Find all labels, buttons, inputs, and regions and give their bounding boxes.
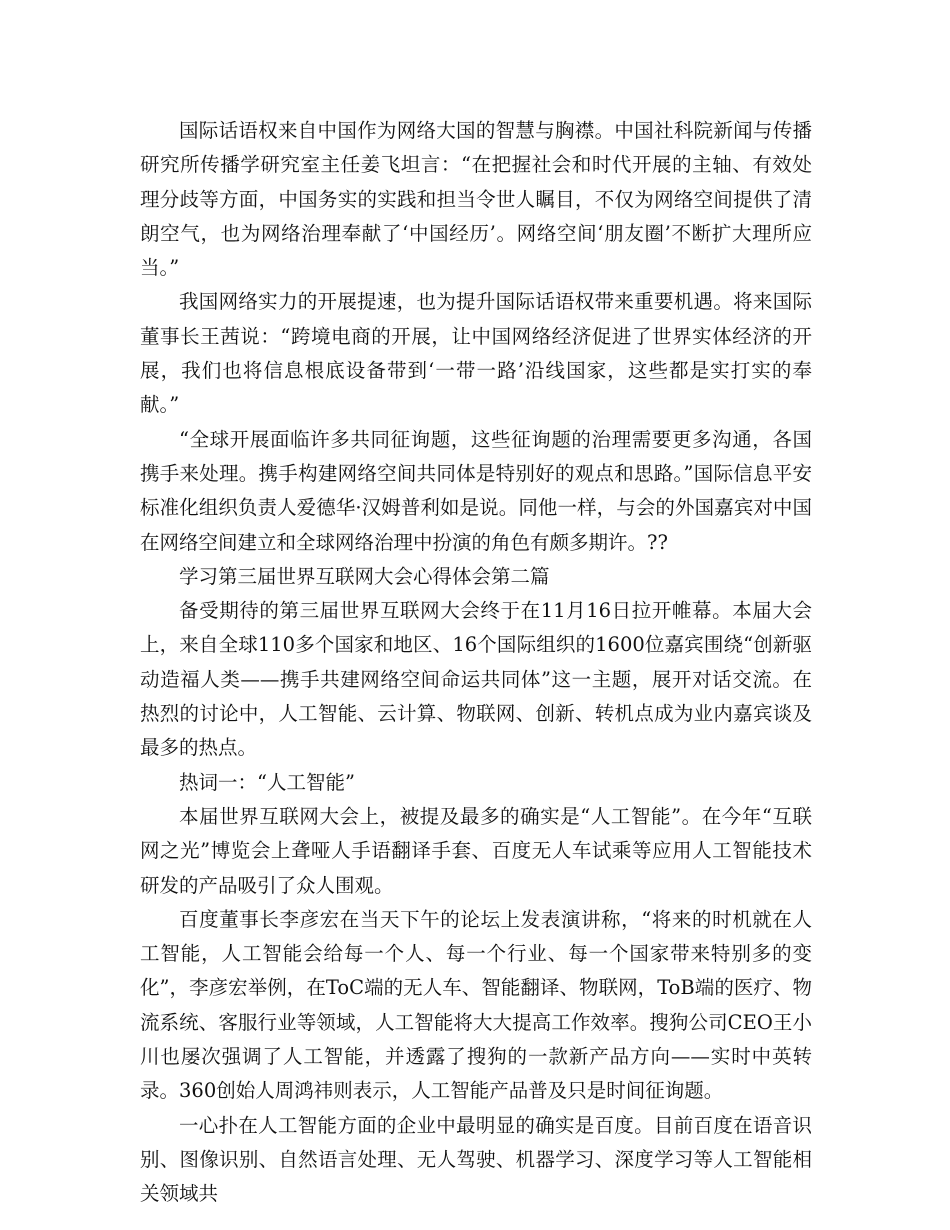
- paragraph-5: 本届世界互联网大会上，被提及最多的确实是“人工智能”。在今年“互联网之光”博览会上聋哑人手语翻译手套、百度无人车试乘等应用人工智能技术研发的产品吸引了众人围观。: [140, 804, 812, 897]
- paragraph-3: “全球开展面临许多共同征询题，这些征询题的治理需要更多沟通，各国携手来处理。携手构建网络空间共同体是特别好的观点和思路。”国际信息平安标准化组织负责人爱德华·汉姆普利如是说。同他一样，与会的外国嘉宾对中国在网络空间建立和全球网络治理中扮演的角色有颇多期许。??: [140, 427, 812, 554]
- keyword-heading: 热词一：“人工智能”: [179, 770, 355, 794]
- paragraph-4: 备受期待的第三届世界互联网大会终于在11月16日拉开帷幕。本届大会上，来自全球110多个国家和地区、16个国际组织的1600位嘉宾围绕“创新驱动造福人类——携手共建网络空间命运共同体”这一主题，展开对话交流。在热烈的讨论中，人工智能、云计算、物联网、创新、转机点成为业内嘉宾谈及最多的热点。: [140, 599, 812, 760]
- paragraph-1: 国际话语权来自中国作为网络大国的智慧与胸襟。中国社科院新闻与传播研究所传播学研究室主任姜飞坦言：“在把握社会和时代开展的主轴、有效处理分歧等方面，中国务实的实践和担当令世人瞩目，不仅为网络空间提供了清朗空气，也为网络治理奉献了‘中国经历’。网络空间‘朋友圈’不断扩大理所应当。”: [140, 119, 812, 280]
- section-heading: 学习第三届世界互联网大会心得体会第二篇: [179, 564, 550, 588]
- paragraph-2: 我国网络实力的开展提速，也为提升国际话语权带来重要机遇。将来国际董事长王茜说：“跨境电商的开展，让中国网络经济促进了世界实体经济的开展，我们也将信息根底设备带到‘一带一路’沿线国家，这些都是实打实的奉献。”: [140, 290, 812, 417]
- document-body: [140, 114, 812, 1212]
- paragraph-6: 百度董事长李彦宏在当天下午的论坛上发表演讲称，“将来的时机就在人工智能，人工智能会给每一个人、每一个行业、每一个国家带来特别多的变化”，李彦宏举例，在ToC端的无人车、智能翻译、物联网，ToB端的医疗、物流系统、客服行业等领域，人工智能将大大提高工作效率。搜狗公司CEO王小川也屡次强调了人工智能，并透露了搜狗的一款新产品方向——实时中英转录。360创始人周鸿祎则表示，人工智能产品普及只是时间征询题。: [140, 907, 812, 1103]
- paragraph-7: 一心扑在人工智能方面的企业中最明显的确实是百度。目前百度在语音识别、图像识别、自然语言处理、无人驾驶、机器学习、深度学习等人工智能相关领域共: [140, 1113, 812, 1206]
